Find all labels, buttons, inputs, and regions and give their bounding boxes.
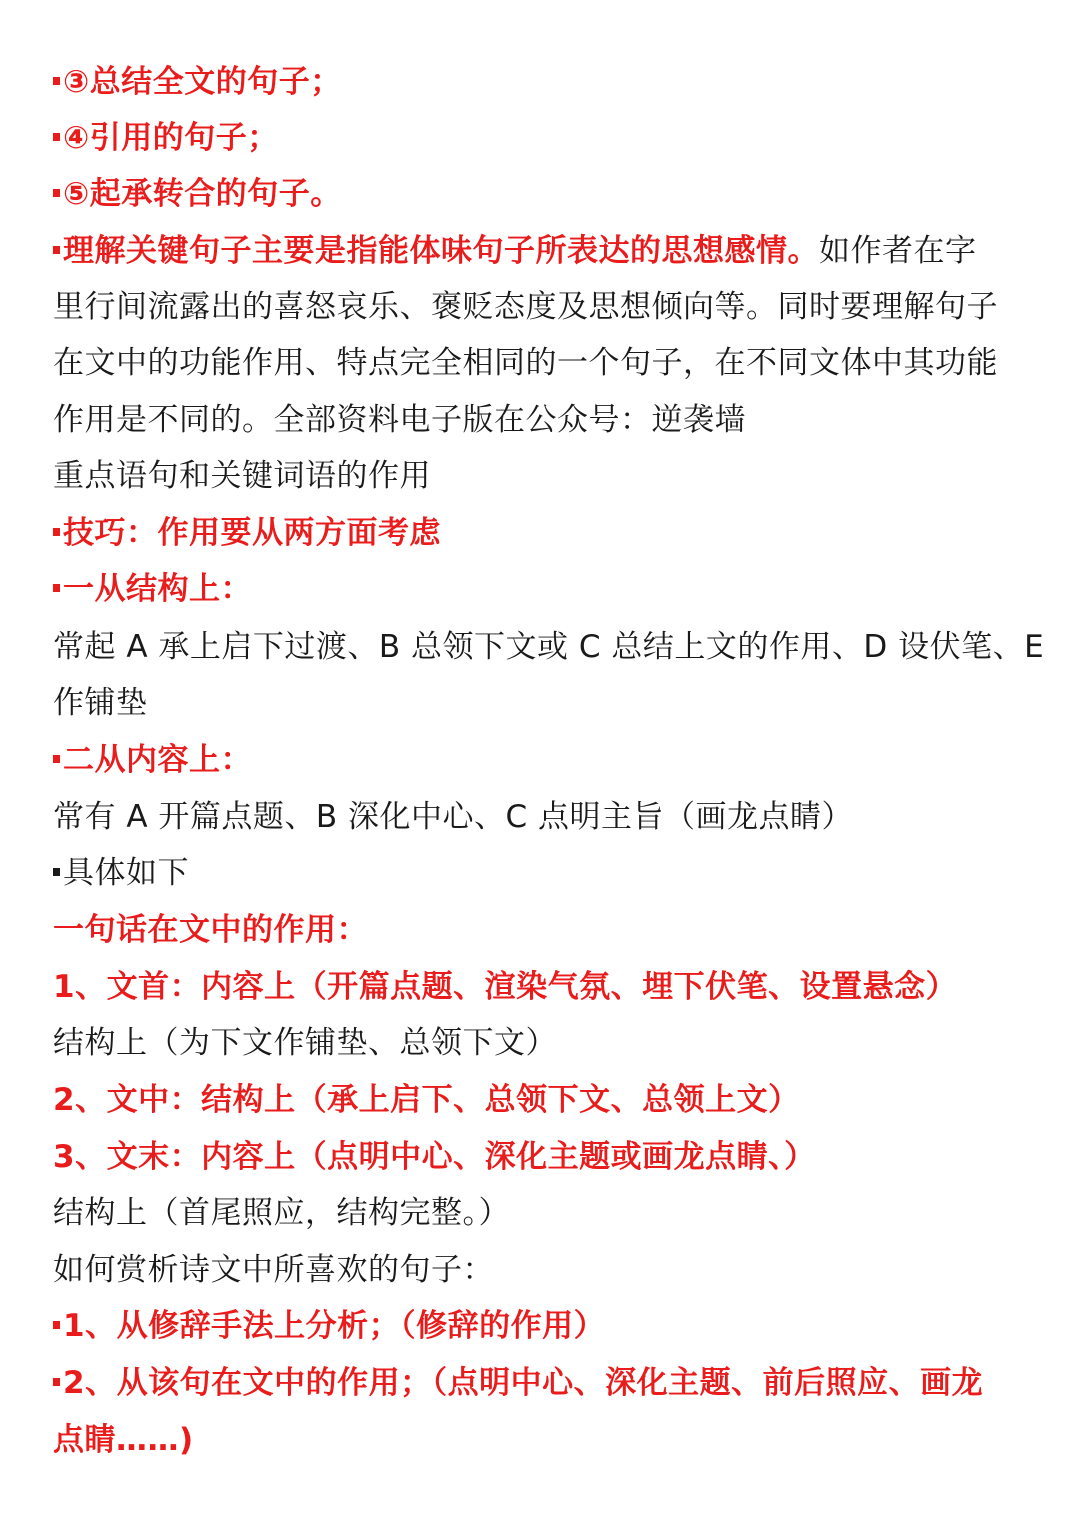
text-line: 具体如下 xyxy=(53,853,1043,893)
bullet-icon xyxy=(53,755,60,763)
bullet-icon xyxy=(53,246,60,254)
text-line: ③总结全文的句子； xyxy=(53,62,1043,102)
text-line: 结构上（首尾照应，结构完整。） xyxy=(53,1195,510,1231)
text-line: 在文中的功能作用、特点完全相同的一个句子，在不同文体中其功能 xyxy=(53,345,998,381)
text-line: 如何赏析诗文中所喜欢的句子： xyxy=(53,1252,494,1288)
text-line: 常起 A 承上启下过渡、B 总领下文或 C 总结上文的作用、D 设伏笔、E xyxy=(53,629,1045,665)
bullet-icon xyxy=(53,189,60,197)
bullet-icon xyxy=(53,584,60,592)
text-line: 重点语句和关键词语的作用 xyxy=(53,458,431,494)
text-line: ④引用的句子； xyxy=(53,118,1043,158)
bullet-icon xyxy=(53,868,60,876)
text-line: 1、从修辞手法上分析；（修辞的作用） xyxy=(53,1306,1043,1346)
text-line: 点睛……) xyxy=(53,1422,194,1458)
bullet-icon xyxy=(53,133,60,141)
bullet-icon xyxy=(53,77,60,85)
section-heading: 技巧：作用要从两方面考虑 xyxy=(53,513,1043,553)
text-line: 2、从该句在文中的作用；（点明中心、深化主题、前后照应、画龙 xyxy=(53,1363,1043,1403)
bullet-icon xyxy=(53,528,60,536)
text-line: 里行间流露出的喜怒哀乐、褒贬态度及思想倾向等。同时要理解句子 xyxy=(53,289,998,325)
text-line: 作用是不同的。全部资料电子版在公众号：逆袭墙 xyxy=(53,402,746,438)
text-line: 常有 A 开篇点题、B 深化中心、C 点明主旨（画龙点睛） xyxy=(53,799,854,835)
text-line: 2、文中：结构上（承上启下、总领下文、总领上文） xyxy=(53,1082,800,1118)
section-heading: 一句话在文中的作用： xyxy=(53,912,368,948)
section-heading: 一从结构上： xyxy=(53,569,1043,609)
bullet-icon xyxy=(53,1378,60,1386)
bullet-icon xyxy=(53,1321,60,1329)
text-line: 理解关键句子主要是指能体味句子所表达的思想感情。如作者在字 xyxy=(53,231,1043,271)
text-line: 作铺垫 xyxy=(53,685,148,721)
text-line: 结构上（为下文作铺垫、总领下文） xyxy=(53,1025,557,1061)
text-line: ⑤起承转合的句子。 xyxy=(53,174,1043,214)
section-heading: 二从内容上： xyxy=(53,740,1043,780)
text-line: 3、文末：内容上（点明中心、深化主题或画龙点睛、） xyxy=(53,1139,816,1175)
emphasis-text: 理解关键句子主要是指能体味句子所表达的思想感情。 xyxy=(63,233,819,269)
text-line: 1、文首：内容上（开篇点题、渲染气氛、埋下伏笔、设置悬念） xyxy=(53,969,958,1005)
